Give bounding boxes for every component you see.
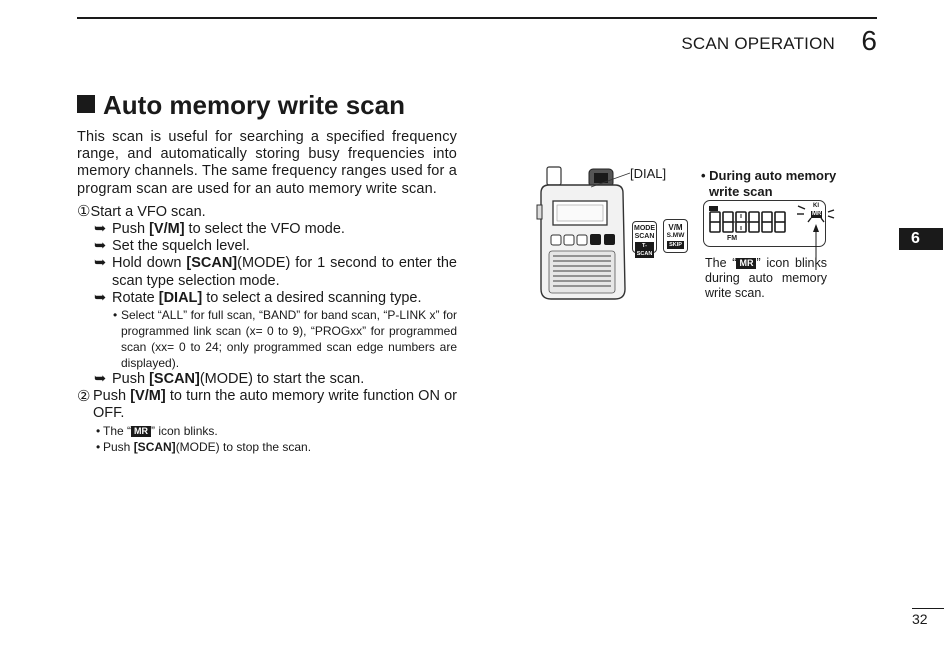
- skip-badge: SKIP: [667, 241, 684, 249]
- arrow-icon: ➥: [94, 238, 107, 255]
- mr-blink-note: The “ MR ” icon blinks during auto memory write scan.: [705, 256, 827, 301]
- chapter-number: 6: [861, 25, 877, 56]
- section-title: SCAN OPERATION: [681, 34, 835, 53]
- substep-1: ➥ Push [V/M] to select the VFO mode.: [94, 221, 345, 238]
- step-2-number: ②: [77, 388, 91, 406]
- radio-illustration: [535, 165, 631, 305]
- substep-4: ➥ Rotate [DIAL] to select a desired scanning type.: [94, 289, 422, 306]
- during-scan-caption: • During auto memory write scan: [701, 168, 837, 199]
- square-bullet-icon: [77, 95, 95, 113]
- step-2: ② Push [V/M] to turn the auto memory write function ON or OFF.: [77, 388, 457, 422]
- substep-3: ➥ Hold down [SCAN](MODE) for 1 second to enter the scan type selection mode.: [94, 255, 457, 289]
- key-vm: [V/M]: [130, 388, 166, 405]
- lcd-ki-indicator: KI: [813, 203, 819, 209]
- scan-type-bullet: • Select “ALL” for full scan, “BAND” for band scan, “P-LINK x” for programmed link scan (x= 0 to 9), “PROGxx” for programmed scan (xx= 0 to 24; only programmed scan edge numbers are displayed).: [113, 308, 457, 371]
- intro-paragraph: This scan is useful for searching a specified frequency range, and automatically storing busy frequencies into memory channels. The same frequency ranges used for a program scan are used for an auto memory write scan.: [77, 129, 457, 197]
- t-scan-badge: T-SCAN: [636, 243, 653, 257]
- arrow-icon: ➥: [94, 221, 107, 238]
- key-scan: [SCAN]: [133, 439, 176, 454]
- page-heading: [77, 90, 405, 121]
- chapter-tab: 6: [899, 228, 943, 250]
- blink-rays-icon: [796, 200, 836, 228]
- stop-scan-bullet: • Push [SCAN](MODE) to stop the scan.: [96, 439, 312, 454]
- mode-scan-key: MODE SCAN T-SCAN: [632, 221, 657, 253]
- step-1-number: ①: [77, 202, 91, 220]
- top-rule: [77, 17, 877, 19]
- lcd-mr-icon: MR: [812, 211, 822, 217]
- mr-blink-bullet: • The “ MR ” icon blinks.: [96, 423, 218, 438]
- lcd-fm: FM: [727, 235, 738, 242]
- key-scan: [SCAN]: [149, 371, 200, 388]
- step-1: [77, 203, 457, 221]
- vm-key: V/M S.MW SKIP: [663, 219, 688, 253]
- heading-text: Auto memory write scan: [103, 90, 405, 120]
- page-number-rule: [912, 608, 944, 609]
- page-number: 32: [912, 611, 928, 627]
- arrow-icon: ➥: [94, 289, 107, 306]
- dial-label: [DIAL]: [630, 166, 667, 181]
- lcd-digits: [708, 210, 788, 236]
- step-1-text: Start a VFO scan.: [90, 203, 206, 220]
- instructions: [77, 129, 457, 455]
- key-scan: [SCAN]: [186, 255, 238, 272]
- mr-icon: MR: [736, 258, 756, 269]
- key-dial: [DIAL]: [158, 289, 203, 306]
- key-vm: [V/M]: [149, 221, 185, 238]
- substep-5: ➥ Push [SCAN](MODE) to start the scan.: [94, 371, 365, 388]
- mr-icon: MR: [131, 426, 151, 437]
- arrow-icon: ➥: [94, 255, 107, 272]
- arrow-icon: ➥: [94, 371, 107, 388]
- substep-2: ➥ Set the squelch level.: [94, 238, 250, 255]
